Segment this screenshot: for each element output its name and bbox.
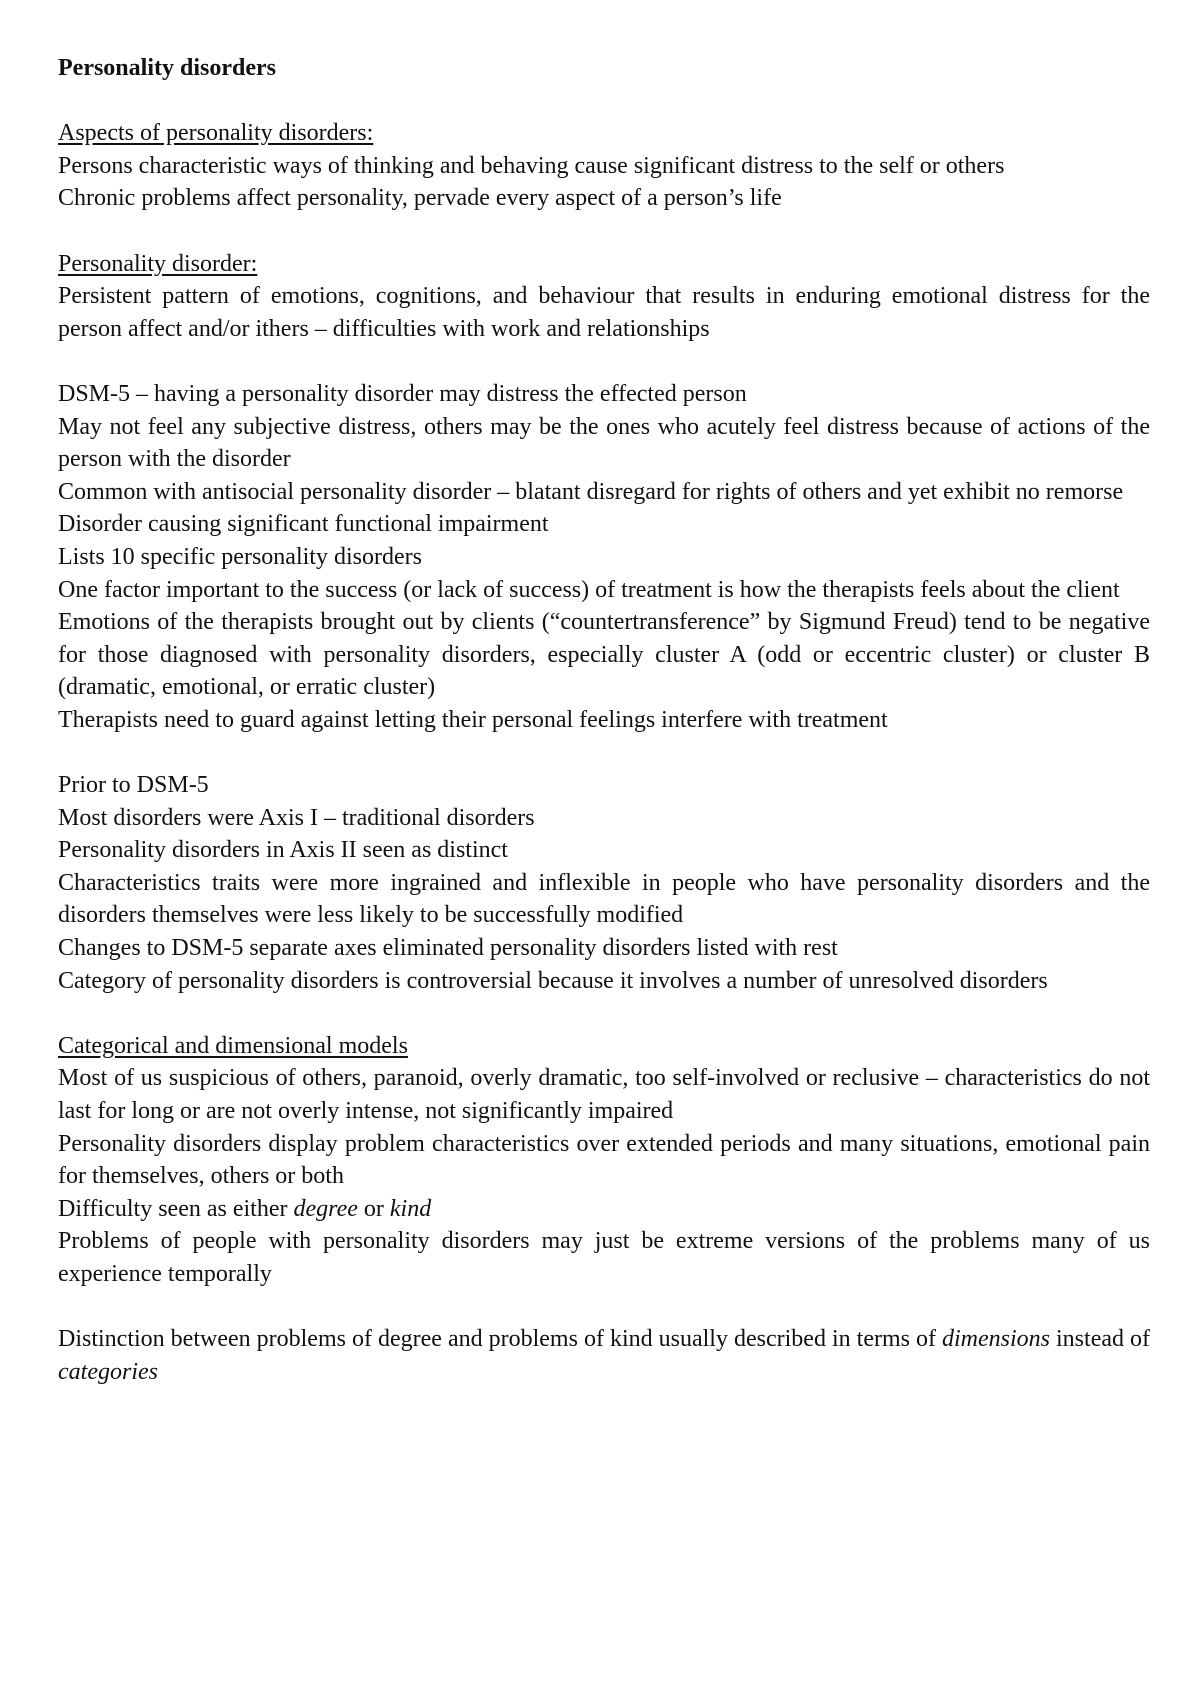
paragraph: Changes to DSM-5 separate axes eliminated personality disorders listed with rest xyxy=(58,935,838,962)
paragraph: Chronic problems affect personality, pervade every aspect of a person’s life xyxy=(58,185,782,212)
section-aspects xyxy=(58,117,1150,215)
italic-term-degree: degree xyxy=(293,1195,358,1222)
italic-term-dimensions: dimensions xyxy=(942,1326,1050,1353)
section-dsm5 xyxy=(58,378,1150,737)
italic-term-categories: categories xyxy=(58,1358,158,1385)
section-heading-aspects: Aspects of personality disorders: xyxy=(58,120,374,147)
text-run: or xyxy=(357,1195,390,1222)
paragraph: Personality disorders in Axis II seen as distinct xyxy=(58,837,508,864)
text-run: instead of xyxy=(1050,1326,1151,1353)
paragraph: Most of us suspicious of others, paranoid, overly dramatic, too self-involved or reclusive – characteristics do not last for long or are not overly intense, not significantly impaired xyxy=(58,1065,1150,1124)
text-run: Difficulty seen as either xyxy=(58,1195,294,1222)
paragraph: Disorder causing significant functional impairment xyxy=(58,511,549,538)
text-run: Distinction between problems of degree and problems of kind usually described in terms of xyxy=(58,1326,942,1353)
paragraph: DSM-5 – having a personality disorder may distress the effected person xyxy=(58,380,747,407)
paragraph-dimensions-categories xyxy=(58,1323,1150,1388)
document-title: Personality disorders xyxy=(58,55,276,81)
paragraph: Emotions of the therapists brought out by clients (“countertransference” by Sigmund Freud) tend to be negative for those diagnosed with personality disorders, especially cluster A (odd or eccentric cluster) or cluster B (dramatic, emotional, or erratic cluster) xyxy=(58,609,1150,701)
paragraph-degree-kind xyxy=(58,1193,1150,1226)
paragraph: Characteristics traits were more ingrained and inflexible in people who have personality disorders and the disorders themselves were less likely to be successfully modified xyxy=(58,869,1150,929)
paragraph: Category of personality disorders is controversial because it involves a number of unresolved disorders xyxy=(58,967,1048,994)
paragraph: Persistent pattern of emotions, cognitions, and behaviour that results in enduring emotional distress for the person affect and/or ithers – difficulties with work and relationships xyxy=(58,283,1150,342)
paragraph: Personality disorders display problem characteristics over extended periods and many situations, emotional pain for themselves, others or both xyxy=(58,1130,1150,1190)
section-prior-dsm5 xyxy=(58,769,1150,997)
paragraph: One factor important to the success (or lack of success) of treatment is how the therapists feels about the client xyxy=(58,576,1120,603)
paragraph: Therapists need to guard against letting their personal feelings interfere with treatment xyxy=(58,706,888,733)
paragraph: Prior to DSM-5 xyxy=(58,772,209,799)
paragraph: Problems of people with personality disorders may just be extreme versions of the problems many of us experience temporally xyxy=(58,1228,1150,1287)
section-categorical-dimensional xyxy=(58,1030,1150,1291)
paragraph: May not feel any subjective distress, others may be the ones who acutely feel distress because of actions of the person with the disorder xyxy=(58,413,1150,473)
document-page xyxy=(58,52,1150,1388)
section-heading-categorical-dimensional: Categorical and dimensional models xyxy=(58,1032,408,1059)
section-distinction xyxy=(58,1323,1150,1388)
section-heading-personality-disorder: Personality disorder: xyxy=(58,250,258,277)
paragraph: Common with antisocial personality disorder – blatant disregard for rights of others and yet exhibit no remorse xyxy=(58,478,1124,505)
paragraph: Persons characteristic ways of thinking and behaving cause significant distress to the self or others xyxy=(58,152,1005,179)
italic-term-kind: kind xyxy=(389,1195,432,1222)
paragraph: Lists 10 specific personality disorders xyxy=(58,543,422,570)
paragraph: Most disorders were Axis I – traditional disorders xyxy=(58,804,535,831)
section-personality-disorder xyxy=(58,248,1150,346)
